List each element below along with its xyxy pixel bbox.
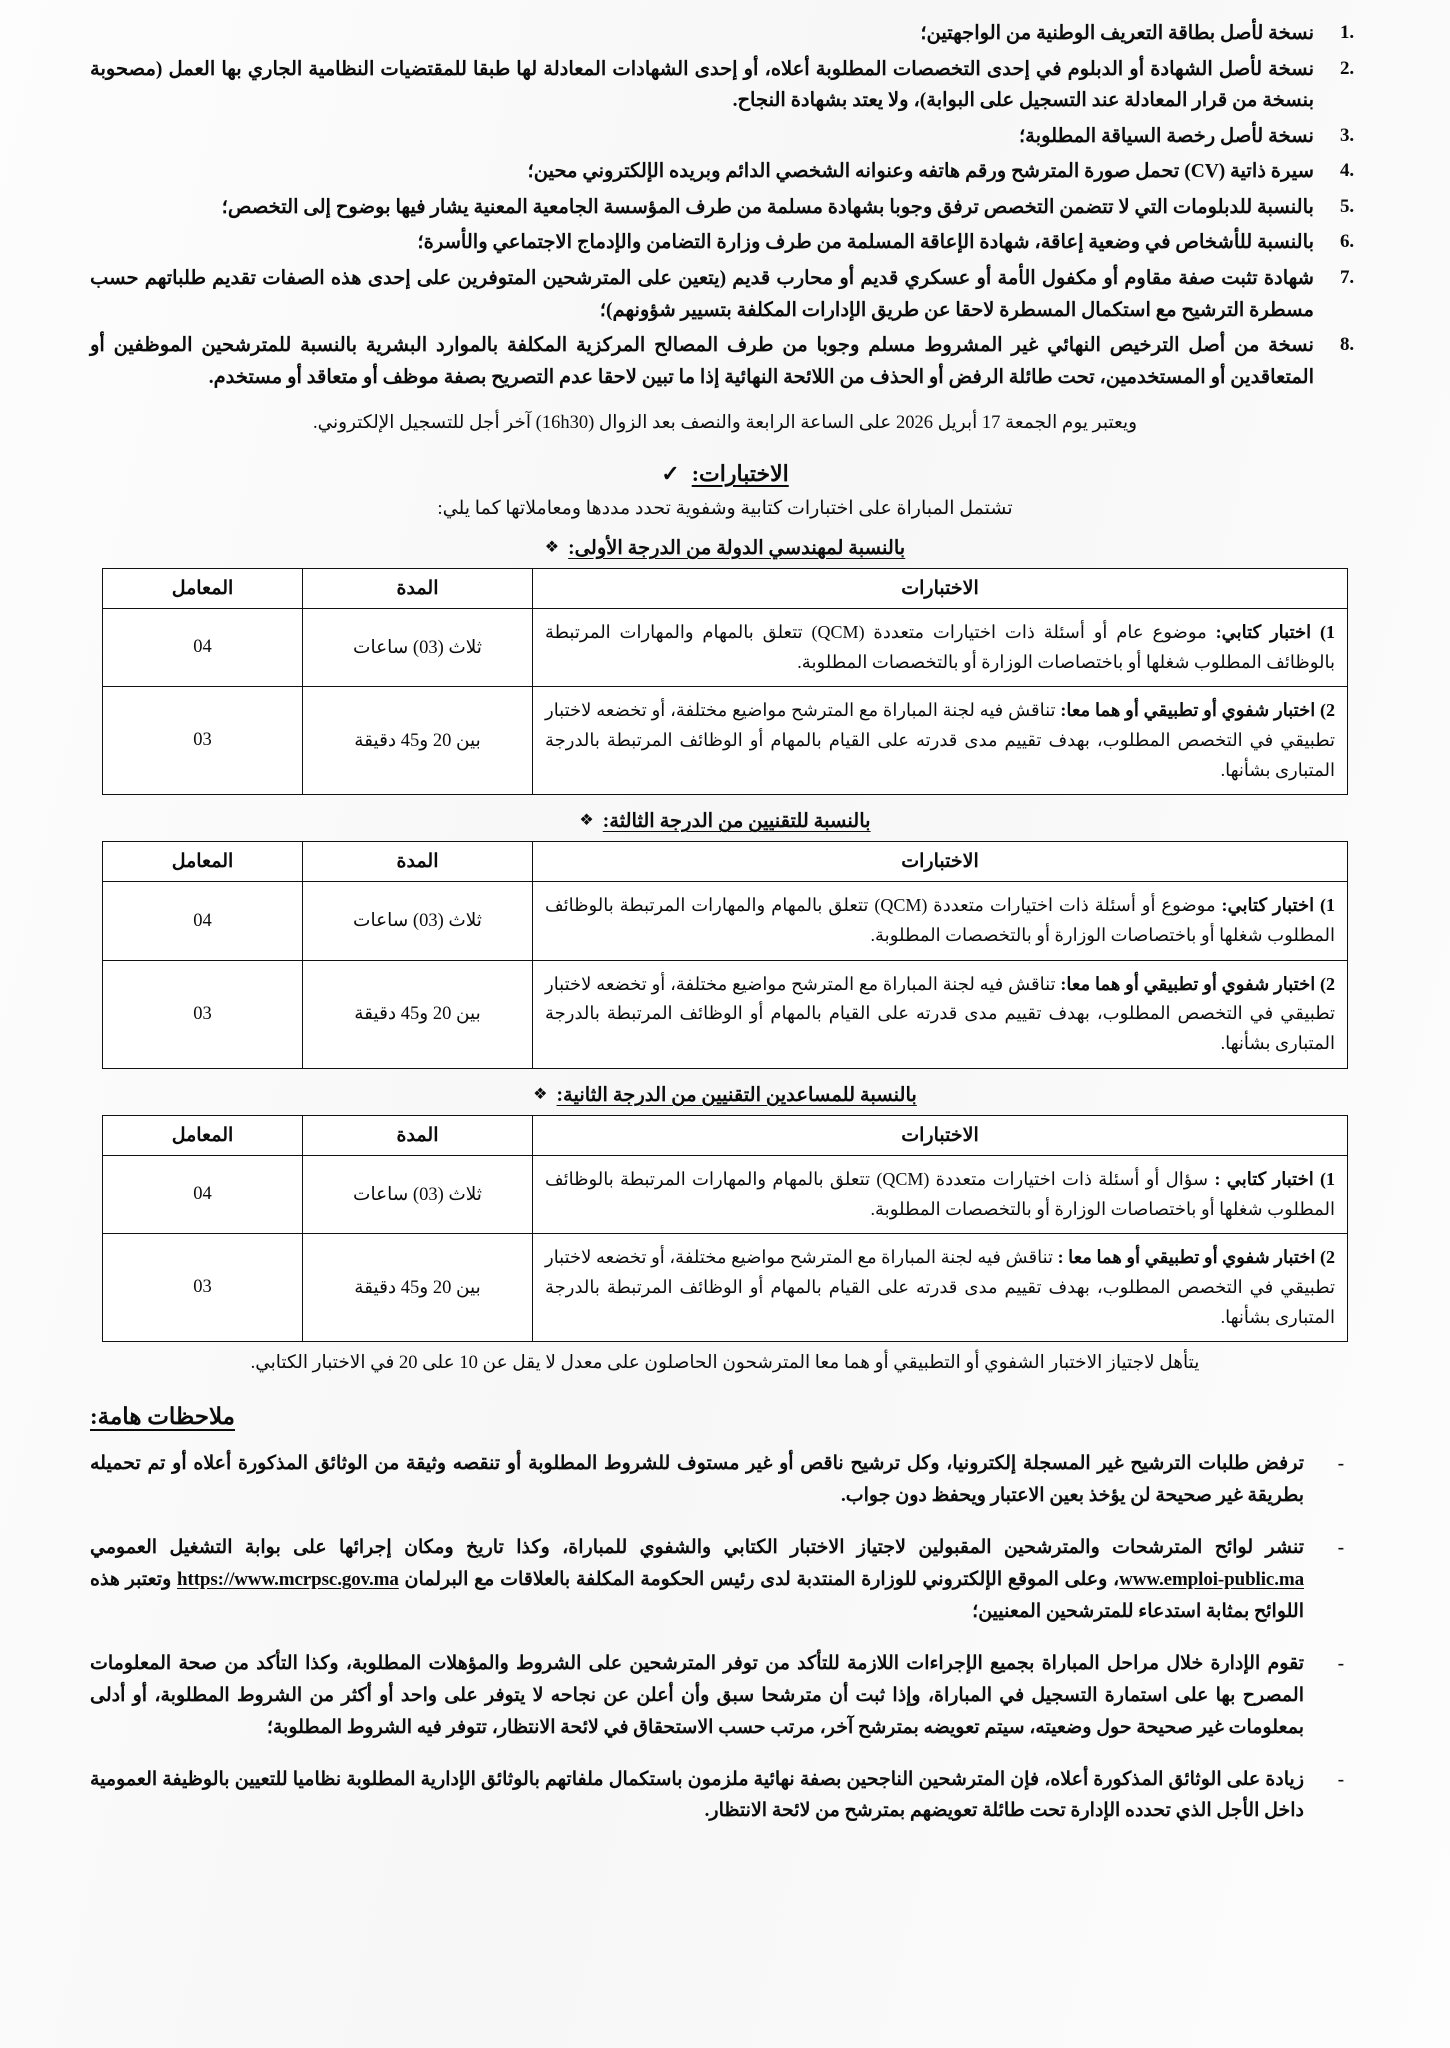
cell-coefficient: 03 [103,1234,303,1342]
cell-duration: ثلاث (03) ساعات [303,608,533,686]
table-row [103,1155,1348,1233]
note-text-after: وتعتبر هذه اللوائح بمثابة استدعاء للمترشحين المعنيين؛ [90,1568,1304,1622]
exam-table-engineers [102,568,1348,795]
requirement-item: سيرة ذاتية (CV) تحمل صورة المترشح ورقم هاتفه وعنوانه الشخصي الدائم وبريده الإلكتروني محين؛ [527,161,1314,183]
test-text: تناقش فيه لجنة المباراة مع المترشح مواضيع مختلفة، أو تخضعه لاختبار تطبيقي في التخصص المطلوب، بهدف تقييم مدى قدرته على القيام بالمهام أو الوظائف المرتبطة بالدرجة المتبارى بشأنها. [545,700,1335,780]
exam-table-assistant-technicians-2 [102,1115,1348,1342]
cell-test-description [533,960,1348,1068]
mcrpsc-link[interactable]: https://www.mcrpsc.gov.ma [177,1568,399,1590]
diamond-bullet-icon: ❖ [579,812,592,830]
test-text: سؤال أو أسئلة ذات اختيارات متعددة (QCM) تتعلق بالمهام والمهارات المرتبطة بالوظائف المطلوب شغلها أو باختصاصات الوزارة أو بالتخصصات المطلوبة. [545,1168,1335,1219]
cell-test-description [533,1234,1348,1342]
requirement-item: بالنسبة للأشخاص في وضعية إعاقة، شهادة الإعاقة المسلمة من طرف وزارة التضامن والإدماج الاجتماعي والأسرة؛ [417,232,1314,254]
test-text: موضوع عام أو أسئلة ذات اختيارات متعددة (QCM) تتعلق بالمهام والمهارات المرتبطة بالوظائف المطلوب شغلها أو باختصاصات الوزارة أو بالتخصصات المطلوبة. [545,621,1335,672]
table-subheading-2 [90,809,1360,833]
table-row [103,960,1348,1068]
col-header-tests: الاختبارات [533,1115,1348,1155]
table-subheading-label: بالنسبة لمهندسي الدولة من الدرجة الأولى: [568,537,906,559]
test-label: 1) اختبار كتابي : [1214,1168,1336,1189]
table-subheading-label: بالنسبة للمساعدين التقنيين من الدرجة الثانية: [556,1084,917,1106]
table-row [103,1234,1348,1342]
cell-duration: بين 20 و45 دقيقة [303,687,533,795]
table-header-row [103,1115,1348,1155]
requirements-list [90,18,1360,393]
table-subheading-1 [90,536,1360,560]
table-header-row [103,842,1348,882]
note-item: - زيادة على الوثائق المذكورة أعلاه، فإن المترشحين الناجحين بصفة نهائية ملزمون باستكمال ملفاتهم بالوثائق الإدارية المطلوبة نظاميا للتعيين بالوظيفة العمومية داخل الأجل الذي تحدده الإدارة تحت طائلة تعويضهم بمترشح من لائحة الانتظار. [90,1764,1360,1828]
test-label: 2) اختبار شفوي أو تطبيقي أو هما معا: [1060,700,1335,721]
requirement-item: نسخة لأصل بطاقة التعريف الوطنية من الواجهتين؛ [920,23,1314,44]
requirement-item: نسخة من أصل الترخيص النهائي غير المشروط مسلم وجوبا من طرف المصالح المركزية المكلفة بالموارد البشرية بالنسبة للمترشحين الموظفين أو المتعاقدين أو المستخدمين، تحت طائلة الرفض أو الحذف من اللائحة النهائية إذا ما تبين لاحقا عدم التصريح بصفة موظف أو متعاقد أو مستخدم. [90,335,1314,388]
cell-coefficient: 03 [103,960,303,1068]
col-header-duration: المدة [303,568,533,608]
cell-coefficient: 04 [103,882,303,960]
exam-table-technicians-3 [102,841,1348,1068]
cell-test-description [533,687,1348,795]
cell-duration: بين 20 و45 دقيقة [303,960,533,1068]
important-notes-list [90,1448,1360,1827]
table-header-row [103,568,1348,608]
cell-coefficient: 03 [103,687,303,795]
col-header-duration: المدة [303,1115,533,1155]
table-row [103,882,1348,960]
cell-coefficient: 04 [103,1155,303,1233]
table-subheading-3 [90,1083,1360,1107]
col-header-tests: الاختبارات [533,568,1348,608]
col-header-duration: المدة [303,842,533,882]
diamond-bullet-icon: ❖ [533,1085,546,1103]
table-row [103,687,1348,795]
test-text: تناقش فيه لجنة المباراة مع المترشح مواضيع مختلفة، أو تخضعه لاختبار تطبيقي في التخصص المطلوب، بهدف تقييم مدى قدرته على القيام بالمهام أو الوظائف المرتبطة بالدرجة المتبارى بشأنها. [545,1247,1335,1327]
table-subheading-label: بالنسبة للتقنيين من الدرجة الثالثة: [602,811,871,833]
col-header-coefficient: المعامل [103,568,303,608]
test-text: تناقش فيه لجنة المباراة مع المترشح مواضيع مختلفة، أو تخضعه لاختبار تطبيقي في التخصص المطلوب، بهدف تقييم مدى قدرته على القيام بالمهام أو الوظائف المرتبطة بالدرجة المتبارى بشأنها. [545,973,1335,1054]
test-label: 1) اختبار كتابي: [1221,895,1335,916]
check-icon: ✓ [661,460,680,486]
col-header-tests: الاختبارات [533,842,1348,882]
table-row [103,608,1348,686]
exams-heading-label: الاختبارات: [691,460,789,486]
deadline-note: ويعتبر يوم الجمعة 17 أبريل 2026 على الساعة الرابعة والنصف بعد الزوال (16h30) آخر أجل للتسجيل الإلكتروني. [312,413,1138,434]
requirement-item: بالنسبة للدبلومات التي لا تتضمن التخصص ترفق وجوبا بشهادة مسلمة من طرف المؤسسة الجامعية المعنية يشار فيها بوضوح إلى التخصص؛ [221,196,1314,218]
cell-duration: بين 20 و45 دقيقة [303,1234,533,1342]
test-label: 1) اختبار كتابي: [1215,621,1336,642]
emploi-public-link[interactable]: www.emploi-public.ma [1119,1568,1305,1590]
test-label: 2) اختبار شفوي أو تطبيقي أو هما معا: [1060,973,1335,994]
qualification-note: يتأهل لاجتياز الاختبار الشفوي أو التطبيقي أو هما معا المترشحون الحاصلون على معدل لا يقل عن 10 على 20 في الاختبار الكتابي. [250,1353,1200,1374]
note-item-with-links [90,1532,1360,1628]
requirement-item: شهادة تثبت صفة مقاوم أو مكفول الأمة أو عسكري قديم أو محارب قديم (يتعين على المترشحين المتوفرين على إحدى هذه الصفات تقديم طلباتهم حسب مسطرة الترشيح مع استكمال المسطرة لاحقا عن طريق الإدارات المكلفة بتسيير شؤونهم)؛ [90,268,1314,321]
requirement-item: نسخة لأصل رخصة السياقة المطلوبة؛ [1018,125,1314,147]
note-text-middle: ، وعلى الموقع الإلكتروني للوزارة المنتدبة لدى رئيس الحكومة المكلفة بالعلاقات مع البرلمان [398,1568,1120,1590]
exams-intro-text: تشتمل المباراة على اختبارات كتابية وشفوية تحدد مددها ومعاملاتها كما يلي: [437,497,1013,519]
col-header-coefficient: المعامل [103,1115,303,1155]
note-item: - تقوم الإدارة خلال مراحل المباراة بجميع الإجراءات اللازمة للتأكد من توفر المترشحين على الشروط والمؤهلات المطلوبة، وكذا التأكد من صحة المعلومات المصرح بها على استمارة التسجيل في المباراة، وإذا ثبت أن مترشحا سبق وأن أعلن عن نجاحه لا يتوفر على واحد أو أكثر من الشروط المطلوبة، أو أدلى بمعلومات غير صحيحة حول وضعيته، سيتم تعويضه بمترشح آخر، مرتب حسب الاستحقاق في لائحة الانتظار، تتوفر فيه الشروط المطلوبة؛ [90,1648,1360,1744]
cell-test-description [533,608,1348,686]
test-label: 2) اختبار شفوي أو تطبيقي أو هما معا : [1057,1247,1335,1268]
diamond-bullet-icon: ❖ [544,538,558,556]
cell-coefficient: 04 [103,608,303,686]
cell-duration: ثلاث (03) ساعات [303,882,533,960]
cell-test-description [533,1155,1348,1233]
cell-test-description [533,882,1348,960]
important-notes-title: ملاحظات هامة: [90,1404,235,1430]
col-header-coefficient: المعامل [103,842,303,882]
test-text: موضوع أو أسئلة ذات اختيارات متعددة (QCM) تتعلق بالمهام والمهارات المرتبطة بالوظائف المطلوب شغلها أو باختصاصات الوزارة أو بالتخصصات المطلوبة. [545,895,1335,946]
exams-section-heading [90,461,1360,487]
cell-duration: ثلاث (03) ساعات [303,1155,533,1233]
note-item: - ترفض طلبات الترشيح غير المسجلة إلكترونيا، وكل ترشيح ناقص أو غير مستوف للشروط المطلوبة أو تنقصه وثيقة من الوثائق المذكورة أعلاه أو تم تحميله بطريقة غير صحيحة لن يؤخذ بعين الاعتبار ويحفظ دون جواب. [90,1448,1360,1512]
requirement-item: نسخة لأصل الشهادة أو الدبلوم في إحدى التخصصات المطلوبة أعلاه، أو إحدى الشهادات المعادلة لها طبقا للمقتضيات النظامية الجاري بها العمل (مصحوبة بنسخة من قرار المعادلة عند التسجيل على البوابة)، ولا يعتد بشهادة النجاح. [90,58,1314,112]
note-text-before: تنشر لوائح المترشحات والمترشحين المقبولين لاجتياز الاختبار الكتابي والشفوي للمباراة، وكذا تاريخ ومكان إجرائها على بوابة التشغيل العمومي [90,1537,1304,1559]
